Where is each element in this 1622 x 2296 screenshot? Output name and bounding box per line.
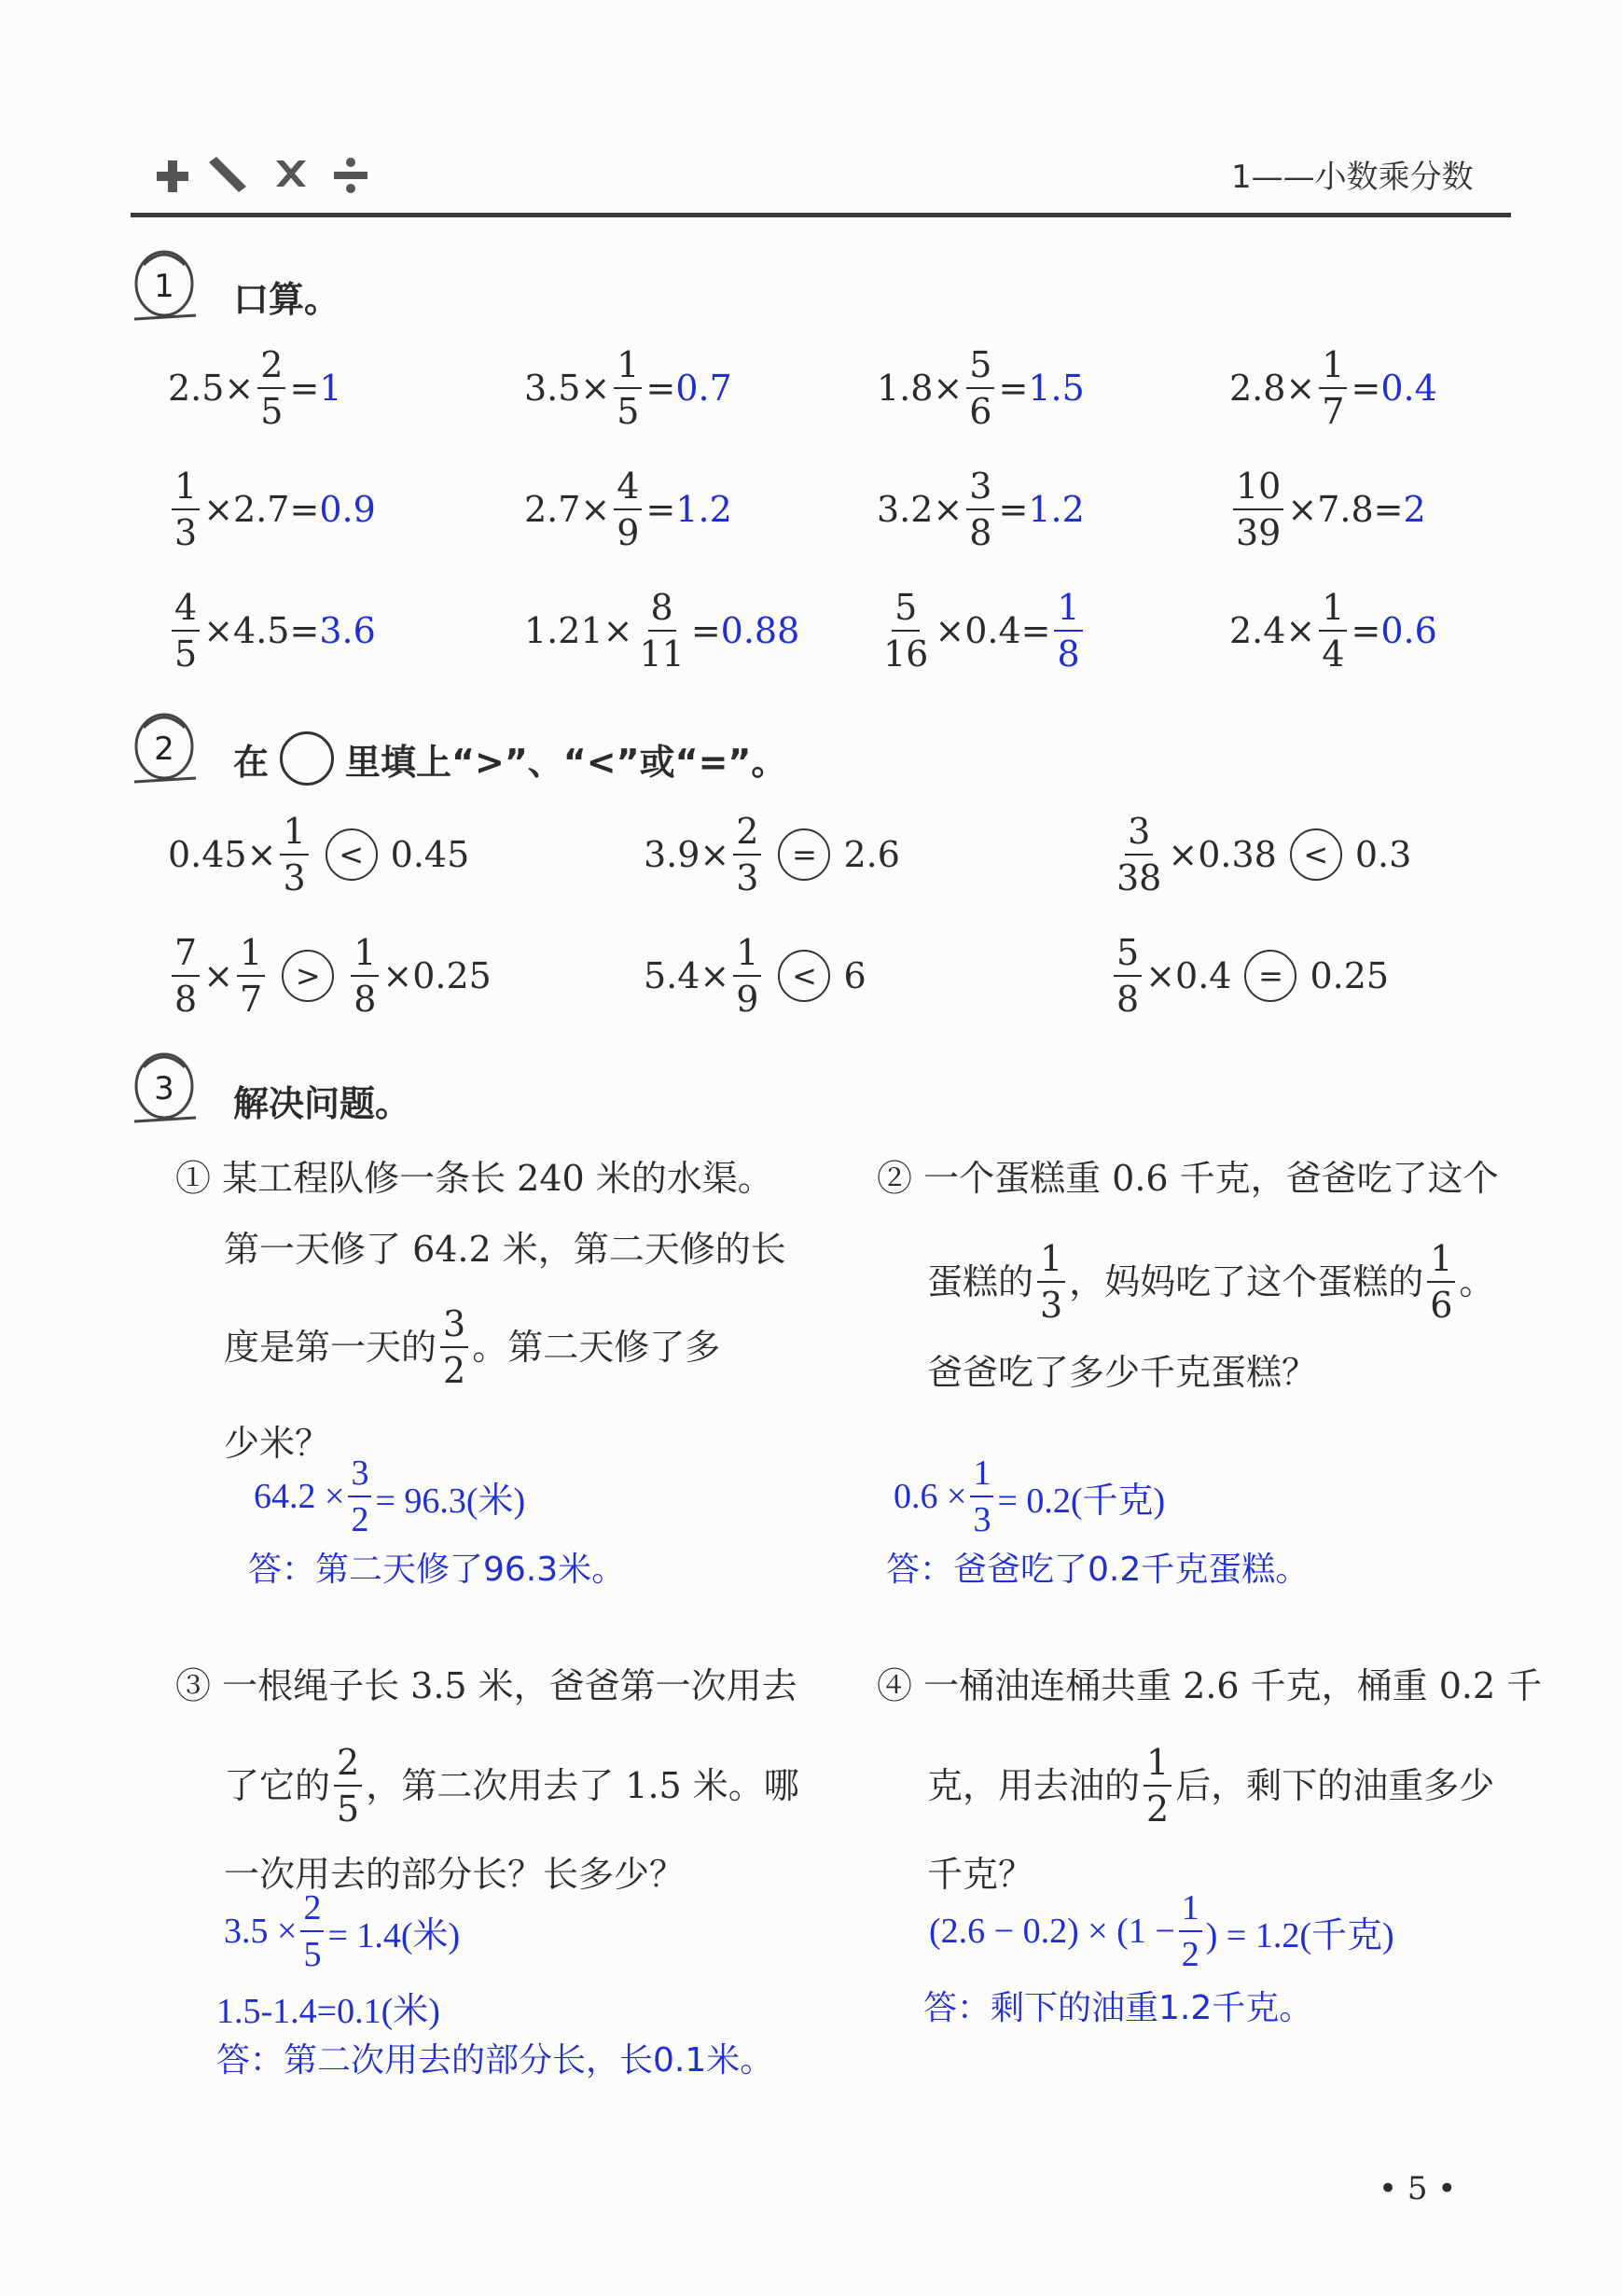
oral-item: 2.8× $\frac{1}{7}$ = 0.4 — [1229, 344, 1437, 432]
oral-item: $\frac{5}{16}$ ×0.4= $\frac{1}{8}$ — [877, 590, 1087, 672]
oral-item: $\frac{1}{3}$ ×2.7= 0.9 — [168, 468, 376, 550]
problem-1-line: ① 某工程队修一条长 240 米的水渠。 — [175, 1158, 773, 1199]
svg-text:1: 1 — [154, 268, 174, 305]
answer: $\frac{1}{8}$ — [1054, 590, 1082, 672]
compare-item: 0.45× $\frac{1}{3}$ < 0.45 — [168, 811, 470, 898]
svg-text:2: 2 — [154, 731, 174, 768]
problem-2-solution: 0.6 × $\frac{1}{3}$ = 0.2(千克) — [894, 1454, 1166, 1539]
operator-icons — [149, 149, 382, 202]
bird-icon — [131, 1049, 198, 1133]
oral-item: 2.4× $\frac{1}{4}$ = 0.6 — [1229, 587, 1437, 675]
problem-4-line: 克，用去油的 $\frac{1}{2}$ 后，剩下的油重多少 — [927, 1742, 1495, 1830]
section-2-title: 在 里填上“>”、“<”或“=”。 — [233, 731, 786, 786]
bird-icon — [131, 246, 198, 330]
page-number: • 5 • — [1379, 2170, 1457, 2207]
problem-1-line: 少米？ — [224, 1423, 331, 1464]
oral-item: $\frac{10}{39}$ ×7.8= 2 — [1229, 468, 1426, 550]
problem-1-answer: 答：第二天修了96.3米。 — [248, 1551, 626, 1589]
problem-3-solution: 3.5 × $\frac{2}{5}$ = 1.4(米) — [224, 1888, 461, 1974]
problem-4-solution: (2.6 − 0.2) × (1 − $\frac{1}{2}$ ) = 1.2(千克) — [929, 1888, 1394, 1974]
oral-item: $\frac{4}{5}$ ×4.5= 3.6 — [168, 590, 376, 672]
section-3-badge — [131, 1049, 198, 1136]
compare-answer: > — [282, 950, 334, 1002]
header-rule — [131, 213, 1511, 217]
problem-2-line: ② 一个蛋糕重 0.6 千克，爸爸吃了这个 — [877, 1158, 1499, 1199]
answer: 1.2 — [1028, 489, 1085, 530]
answer: 1 — [319, 368, 342, 409]
problem-3-solution: 1.5-1.4=0.1(米) — [216, 1992, 440, 2031]
oral-item: 2.5× $\frac{2}{5}$ = 1 — [168, 344, 342, 432]
problem-2-answer: 答：爸爸吃了0.2千克蛋糕。 — [886, 1551, 1310, 1589]
answer: 0.4 — [1380, 368, 1437, 409]
answer: 3.6 — [319, 610, 376, 651]
problem-4-answer: 答：剩下的油重1.2千克。 — [923, 1989, 1313, 2027]
problem-1-line: 度是第一天的 $\frac{3}{2}$ 。第二天修了多 — [224, 1303, 721, 1391]
chapter-title: 1——小数乘分数 — [1231, 159, 1474, 196]
compare-item: $\frac{7}{8}$ × $\frac{1}{7}$ > $\frac{1}{8}$ ×0.25 — [168, 935, 492, 1017]
problem-3-line: 了它的 $\frac{2}{5}$ ，第二次用去了 1.5 米。哪 — [224, 1742, 799, 1830]
arithmetic-icons — [149, 149, 382, 202]
problem-1-solution: 64.2 × $\frac{3}{2}$ = 96.3(米) — [254, 1454, 526, 1539]
problem-3-answer: 答：第二次用去的部分长，长0.1米。 — [216, 2041, 774, 2080]
compare-item: 5.4× $\frac{1}{9}$ < 6 — [644, 932, 866, 1020]
compare-item: $\frac{3}{38}$ ×0.38 < 0.3 — [1116, 811, 1412, 898]
answer: 0.9 — [319, 489, 376, 530]
problem-4-line: ④ 一桶油连桶共重 2.6 千克，桶重 0.2 千 — [877, 1665, 1543, 1706]
answer: 0.88 — [720, 610, 800, 651]
section-1-title: 口算。 — [233, 279, 340, 320]
problem-3-line: ③ 一根绳子长 3.5 米，爸爸第一次用去 — [175, 1665, 797, 1706]
section-3-title: 解决问题。 — [233, 1083, 411, 1124]
compare-answer: = — [1244, 950, 1296, 1002]
compare-answer: < — [1290, 828, 1342, 881]
answer: 0.6 — [1380, 610, 1437, 651]
compare-answer: < — [778, 950, 830, 1002]
answer: 0.7 — [675, 368, 732, 409]
answer: 1.5 — [1028, 368, 1085, 409]
problem-2-line: 爸爸吃了多少千克蛋糕？ — [927, 1352, 1318, 1393]
svg-text:3: 3 — [154, 1070, 174, 1107]
answer: 2 — [1403, 489, 1426, 530]
compare-item: $\frac{5}{8}$ ×0.4 = 0.25 — [1110, 935, 1389, 1017]
compare-answer: = — [778, 828, 830, 881]
problem-2-line: 蛋糕的 $\frac{1}{3}$ ，妈妈吃了这个蛋糕的 $\frac{1}{6}$ 。 — [927, 1238, 1495, 1326]
problem-4-line: 千克？ — [927, 1854, 1034, 1895]
oral-item: 1.21× $\frac{8}{11}$ = 0.88 — [524, 587, 800, 675]
oral-item: 3.5× $\frac{1}{5}$ = 0.7 — [524, 344, 732, 432]
problem-1-line: 第一天修了 64.2 米，第二天修的长 — [224, 1229, 786, 1270]
oral-item: 3.2× $\frac{3}{8}$ = 1.2 — [877, 466, 1085, 553]
blank-circle-icon — [280, 731, 334, 786]
compare-answer: < — [326, 828, 378, 881]
compare-item: 3.9× $\frac{2}{3}$ = 2.6 — [644, 811, 900, 898]
bird-icon — [131, 709, 198, 793]
oral-item: 2.7× $\frac{4}{9}$ = 1.2 — [524, 466, 732, 553]
section-2-badge — [131, 709, 198, 797]
problem-3-line: 一次用去的部分长？长多少？ — [224, 1854, 686, 1895]
section-1-badge — [131, 246, 198, 334]
oral-item: 1.8× $\frac{5}{6}$ = 1.5 — [877, 344, 1085, 432]
answer: 1.2 — [675, 489, 732, 530]
